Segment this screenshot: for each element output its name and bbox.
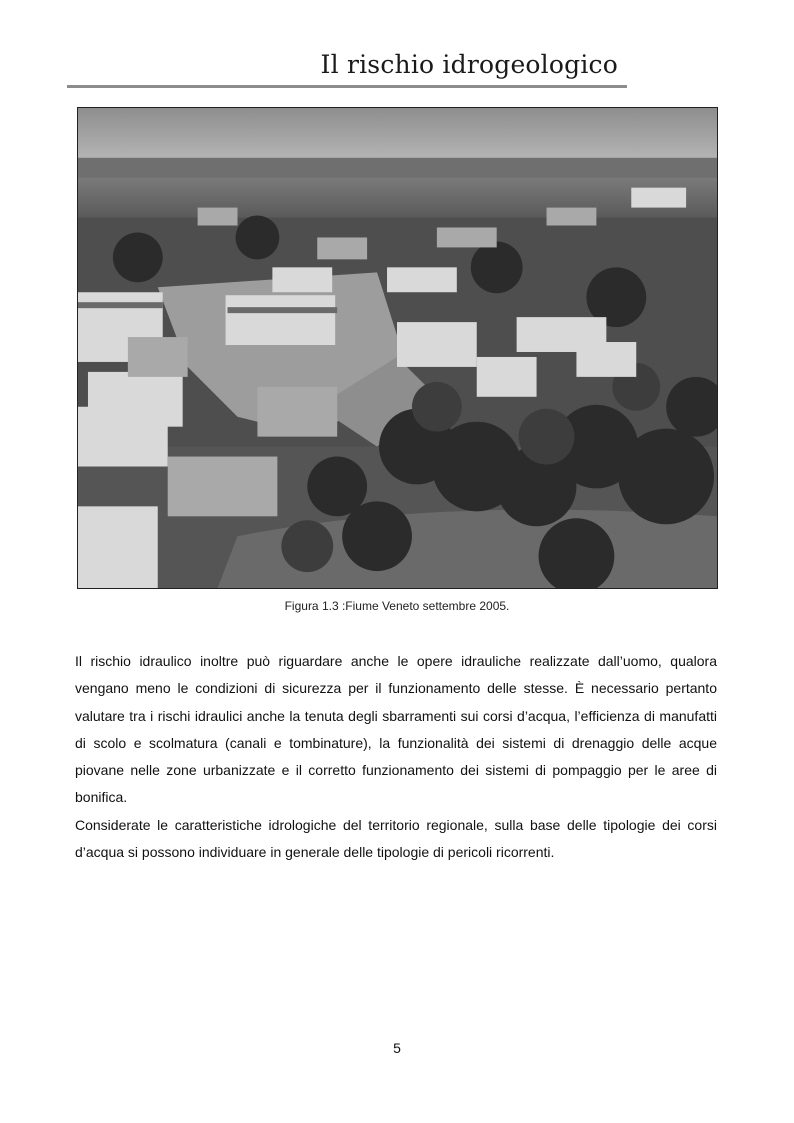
body-paragraph: Considerate le caratteristiche idrologiche del territorio regionale, sulla base delle tipologie dei corsi d’acqua si possono individuare in generale delle tipologie di pericoli ricorrenti. <box>75 816 717 861</box>
body-paragraph: Il rischio idraulico inoltre può riguardare anche le opere idrauliche realizzate dall’uomo, qualora vengano meno le condizioni di sicurezza per il funzionamento delle stesse. È necessario pertanto valutare tra i rischi idraulici anche la tenuta degli sbarramenti sui corsi d’acqua, l’efficienza di manufatti di scolo e scolmatura (canali e tombinature), la funzionalità dei sistemi di drenaggio delle acque piovane nelle zone urbanizzate e il corretto funzionamento dei sistemi di pompaggio per le aree di bonifica. <box>75 653 717 806</box>
body-text <box>75 648 717 866</box>
header-rule <box>67 85 627 88</box>
figure-caption: Figura 1.3 :Fiume Veneto settembre 2005. <box>284 599 510 613</box>
page-header-title: Il rischio idrogeologico <box>320 50 618 79</box>
page-number: 5 <box>393 1040 401 1056</box>
flood-aerial-photo <box>77 107 718 589</box>
